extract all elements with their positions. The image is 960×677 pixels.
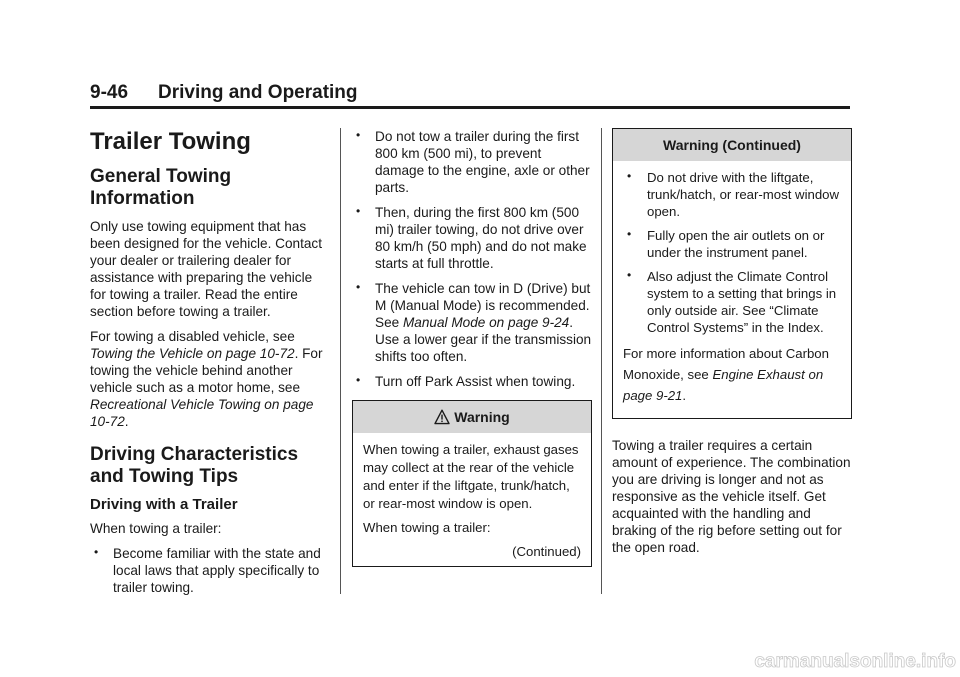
list-item: • The vehicle can tow in D (Drive) but M (Manual Mode) is recommended. See Manual Mode on page 9-24. Use a lower gear if the transmission shifts too often. bbox=[356, 280, 592, 364]
column-left bbox=[90, 128, 330, 604]
bullet-icon: • bbox=[356, 128, 361, 142]
section-title: Driving and Operating bbox=[158, 82, 358, 103]
bullet-icon: • bbox=[356, 204, 361, 218]
bullet-icon: • bbox=[94, 545, 99, 559]
paragraph: For towing a disabled vehicle, see Towing the Vehicle on page 10-72. For towing the vehicle behind another vehicle such as a motor home, see Recreational Vehicle Towing on page 10-72. bbox=[90, 329, 323, 429]
bullet-icon: • bbox=[356, 280, 361, 294]
warning-header bbox=[353, 401, 591, 433]
list-item: • Turn off Park Assist when towing. bbox=[356, 373, 576, 389]
list-item: • Do not tow a trailer during the first 800 km (500 mi), to prevent damage to the engine, axle or other parts. bbox=[356, 128, 590, 195]
watermark bbox=[0, 650, 960, 672]
continued-label: (Continued) bbox=[512, 544, 581, 559]
paragraph: Only use towing equipment that has been designed for the vehicle. Contact your dealer or trailering dealer for assistance with preparing the vehicle for towing a trailer. Read the entire section before towing a trailer. bbox=[90, 219, 323, 319]
cross-reference: Recreational Vehicle Towing on page 10-72 bbox=[90, 397, 314, 429]
list-item: • Then, during the first 800 km (500 mi) trailer towing, do not drive over 80 km/h (50 mph) and do not make starts at full throttle. bbox=[356, 204, 587, 271]
bullet-icon: • bbox=[356, 373, 361, 387]
bullet-icon: • bbox=[627, 169, 632, 183]
bullet-icon: • bbox=[627, 268, 632, 282]
list-item: • Become familiar with the state and local laws that apply specifically to trailer towing. bbox=[94, 545, 321, 595]
list-item: • Also adjust the Climate Control system to a setting that brings in only outside air. See “Climate Control Systems” in the Index. bbox=[627, 268, 837, 335]
cross-reference: Engine Exhaust on page 9-21 bbox=[623, 367, 824, 403]
warning-header: Warning (Continued) bbox=[613, 129, 851, 161]
column-middle bbox=[352, 128, 592, 567]
column-divider bbox=[601, 128, 602, 594]
cross-reference: Manual Mode on page 9-24 bbox=[402, 315, 570, 330]
warning-text: When towing a trailer, exhaust gases may collect at the rear of the vehicle and enter if the liftgate, trunk/hatch, or rear-most window is open. bbox=[363, 442, 579, 511]
list-item: • Do not drive with the liftgate, trunk/hatch, or rear-most window open. bbox=[627, 169, 840, 219]
warning-title: Warning bbox=[454, 409, 510, 425]
warning-icon bbox=[434, 409, 450, 425]
heading-driving-characteristics: Driving Characteristics and Towing Tips bbox=[90, 444, 299, 487]
column-divider bbox=[340, 128, 341, 594]
watermark-logo bbox=[0, 650, 960, 672]
column-right bbox=[612, 128, 852, 564]
cross-reference: Towing the Vehicle on page 10-72 bbox=[90, 346, 295, 361]
paragraph: Towing a trailer requires a certain amount of experience. The combination you are driving is longer and not as responsive as the vehicle itself. Get acquainted with the handling and braking of the rig before setting out for the open road. bbox=[612, 438, 851, 555]
warning-body bbox=[613, 161, 851, 418]
bullet-list bbox=[623, 169, 841, 336]
page-title: Trailer Towing bbox=[90, 128, 251, 155]
heading-driving-with-trailer: Driving with a Trailer bbox=[90, 496, 238, 513]
watermark-text: carmanualsonline.info bbox=[754, 651, 956, 672]
bullet-list bbox=[90, 545, 330, 596]
warning-box-continued bbox=[612, 128, 852, 419]
page-number: 9-46 bbox=[90, 82, 129, 103]
heading-general-towing: General Towing Information bbox=[90, 166, 232, 209]
warning-text: For more information about Carbon Monoxide, see Engine Exhaust on page 9-21. bbox=[623, 346, 829, 403]
bullet-icon: • bbox=[627, 227, 632, 241]
warning-text: When towing a trailer: bbox=[363, 520, 491, 535]
warning-body bbox=[353, 433, 591, 566]
bullet-list bbox=[352, 128, 592, 390]
page-header bbox=[90, 80, 850, 104]
list-item: • Fully open the air outlets on or under the instrument panel. bbox=[627, 227, 825, 260]
paragraph: When towing a trailer: bbox=[90, 521, 222, 536]
header-rule bbox=[90, 106, 850, 109]
warning-box bbox=[352, 400, 592, 567]
